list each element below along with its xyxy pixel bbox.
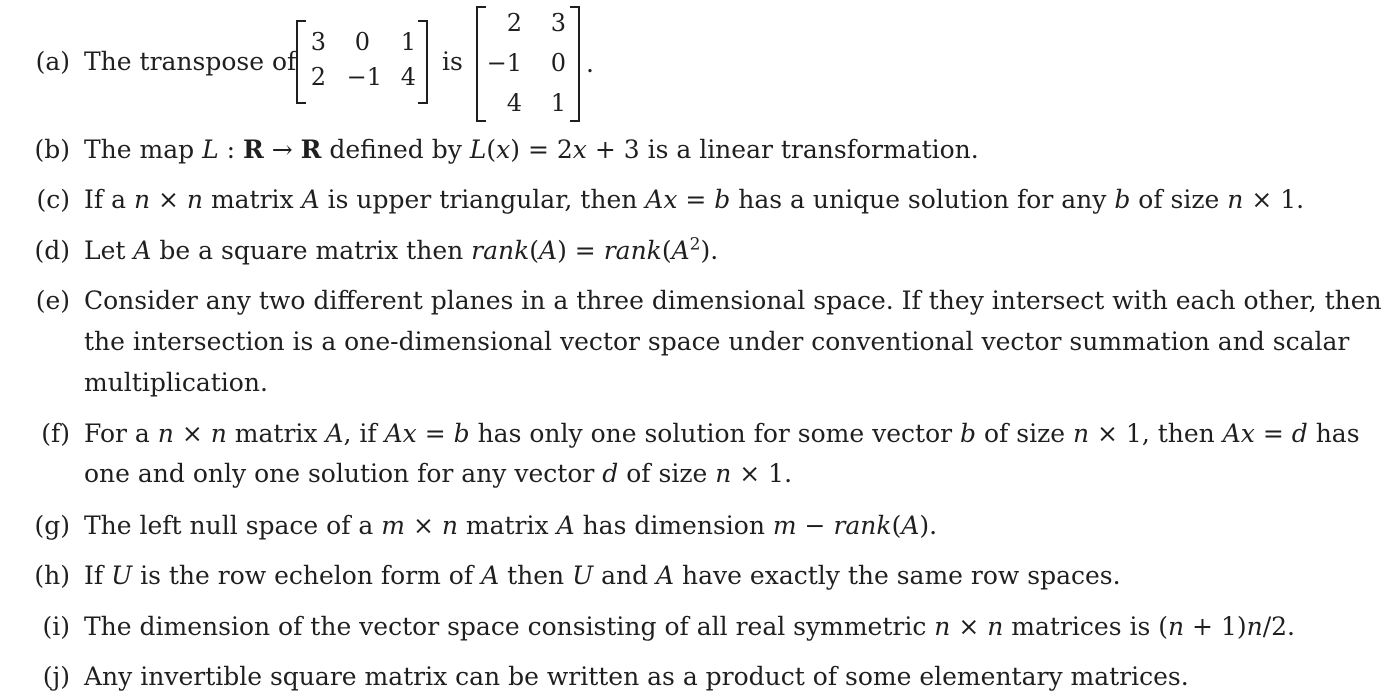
matrix-cell: 1: [550, 89, 566, 117]
item-label: (b): [34, 135, 70, 164]
item-label: (c): [36, 185, 70, 214]
item-text: [84, 47, 296, 77]
item-text: The map L : R → R defined by L(x) = 2x + 3 is a linear transformation.: [84, 135, 979, 164]
item-text-line-1: Consider any two different planes in a three dimensional space. If they intersect with each other, then: [84, 286, 1382, 315]
matrix-cell: −1: [346, 63, 382, 91]
matrix-original: [296, 20, 428, 104]
item-text: Any invertible square matrix can be written as a product of some elementary matrices.: [84, 662, 1189, 691]
item-text: Let A be a square matrix then rank(A) = $rank(A^2)$.: [84, 234, 719, 265]
item-text-line-1: For a n × n matrix A, if Ax = b has only one solution for some vector b of size n × 1, then Ax = d has: [84, 419, 1360, 448]
item-label: (a): [35, 47, 70, 76]
matrix-cell: 2: [310, 63, 326, 91]
item-text: The left null space of a m × n matrix A has dimension m − rank(A).: [84, 511, 938, 540]
matrix-cell: 1: [400, 28, 416, 56]
matrix-cell: 2: [506, 9, 522, 37]
item-label: (j): [42, 662, 70, 691]
matrix-cell: 3: [310, 28, 326, 56]
matrix-cell: 4: [506, 89, 522, 117]
item-text: If U is the row echelon form of A then U and A have exactly the same row spaces.: [84, 561, 1121, 590]
item-text-line-2: the intersection is a one-dimensional vector space under conventional vector summation and scalar: [84, 327, 1350, 356]
item-text-line-2: one and only one solution for any vector d of size n × 1.: [84, 459, 793, 488]
item-text-line-3: multiplication.: [84, 368, 268, 397]
matrix-cell: −1: [486, 49, 522, 77]
period: .: [586, 49, 594, 78]
matrix-cell: 0: [354, 28, 370, 56]
item-label: (d): [34, 236, 70, 265]
item-label: (h): [34, 561, 70, 590]
item-label: (g): [34, 511, 70, 540]
item-text: The dimension of the vector space consisting of all real symmetric n × n matrices is (n + 1)n/2.: [84, 612, 1295, 641]
matrix-cell: 0: [550, 49, 566, 77]
item-label: (f): [41, 419, 70, 448]
item-label: (e): [35, 286, 70, 315]
matrix-cell: 3: [550, 9, 566, 37]
matrix-cell: 4: [400, 63, 416, 91]
item-text: If a n × n matrix A is upper triangular, then Ax = b has a unique solution for any b of size n × 1.: [84, 185, 1305, 214]
text-before: The transpose of: [84, 47, 297, 76]
matrix-transpose: [476, 6, 580, 122]
item-label: (i): [42, 612, 70, 641]
text-is: is: [442, 47, 463, 76]
